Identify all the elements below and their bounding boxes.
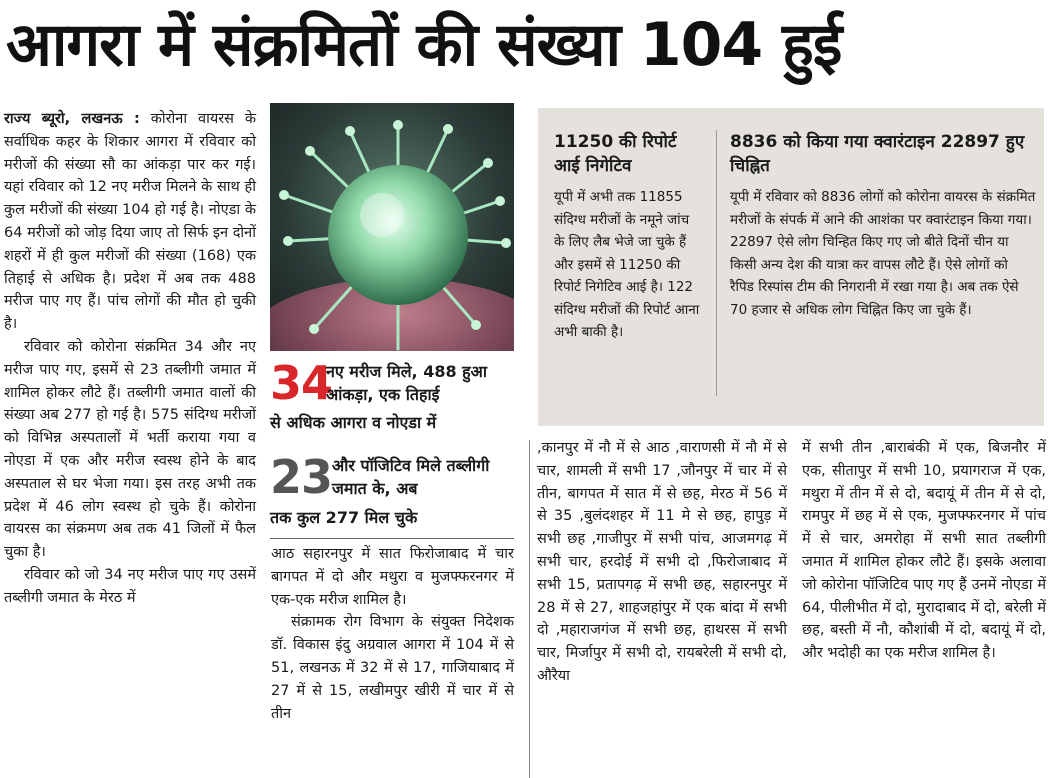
column-4-text: में सभी तीन ,बाराबंकी में एक, बिजनौर में एक, सीतापुर में सभी 10, प्रयागराज में एक, मथुरा में तीन में से दो, बदायूं में तीन में से दो, रामपुर में छह में से एक, मुजफ्फरनगर में पांच में से चार, अमरोहा में सभी सात तब्लीगी जमात में शामिल होकर लौटे हैं। इसके अलावा जो कोरोना पॉजिटिव पाए गए हैं उनमें नोएडा में 64, पीलीभीत में दो, मुरादाबाद में दो, बरेली में छह, बस्ती में नौ, कौशांबी में दो, बदायूं में दो, और भदोही का एक मरीज शामिल है।: [802, 440, 1046, 662]
info-box-right-text: यूपी में रविवार को 8836 लोगों को कोरोना वायरस के संक्रमित मरीजों के संपर्क में आने की आशंका पर क्वारंटाइन किया गया। 22897 ऐसे लोग चिन्हित किए गए जो बीते दिनों चीन या किसी अन्य देश की यात्रा कर वापस लौटे हैं। ऐसे लोगों को रैपिड रिस्पांस टीम की निगरानी में रखा गया है। अब तक ऐसे 70 हजार से अधिक लोग चिह्नित किए जा चुके हैं।: [730, 189, 1036, 318]
coronavirus-photo: [270, 103, 514, 351]
column-divider-horizontal: [270, 538, 514, 539]
subheading-2-line1: और पॉजिटिव मिले तब्लीगी जमात के, अब: [332, 456, 490, 498]
column-2-paragraph-1: आठ सहारनपुर में सात फिरोजाबाद में चार बागपत में दो और मथुरा व मुजफ्फरनगर में एक-एक मरीज शामिल है।: [271, 546, 514, 608]
paragraph-1: [4, 108, 256, 336]
paragraph-1-text: कोरोना वायरस के सर्वाधिक कहर के शिकार आगरा में रविवार को मरीजों की संख्या सौ का आंकड़ा पार कर गई। यहां रविवार को 12 नए मरीज मिलने के साथ ही कुल मरीजों की संख्या 104 हो गई है। नोएडा के 64 मरीजों को जोड़ दिया जाए तो सिर्फ इन दोनों शहरों में ही कुल मरीजों की संख्या (168) एक तिहाई से अधिक है। प्रदेश में अब तक 488 मरीज पाए गए हैं। पांच लोगों की मौत हो चुकी है।: [4, 111, 257, 333]
info-box: [538, 108, 1044, 426]
subheading-2: [270, 450, 514, 540]
info-box-left: [554, 130, 702, 344]
info-box-right-heading: 8836 को किया गया क्वारंटाइन 22897 हुए चिह्नित: [730, 132, 1025, 176]
article-column-2: [271, 543, 514, 725]
column-3-text: ,कानपुर में नौ में से आठ ,वाराणसी में नौ में से चार, शामली में सभी 17 ,जौनपुर में चार में से तीन, बागपत में सात में से छह, मेरठ में 56 में से 35 ,बुलंदशहर में 11 मे से छह, हापुड़ में सभी छह ,गाजीपुर में सभी पांच, आजमगढ़ में सभी चार, हरदोई में सभी दो ,फिरोजाबाद में सभी 15, प्रतापगढ़ में सभी छह, सहारनपुर में 28 में से 27, शाहजहांपुर में एक बांदा में सभी दो ,महाराजगंज में सभी छह, हाथरस में सभी चार, मिर्जापुर में सभी दो, रायबरेली में सभी दो, औरैया: [537, 440, 787, 684]
subheading-1-line2: से अधिक आगरा व नोएडा में: [270, 413, 437, 432]
subheading-1-line1: नए मरीज मिले, 488 हुआ आंकड़ा, एक तिहाई: [326, 362, 488, 404]
info-box-divider: [716, 130, 717, 396]
info-box-left-heading: 11250 की रिपोर्ट आई निगेटिव: [554, 132, 677, 176]
subheading-2-line2: तक कुल 277 मिल चुके: [270, 508, 418, 527]
info-box-left-text: यूपी में अभी तक 11855 संदिग्ध मरीजों के नमूने जांच के लिए लैब भेजे जा चुके हैं और इसमें से 11250 की रिपोर्ट निगेटिव आई है। 122 संदिग्ध मरीजों की रिपोर्ट आना अभी बाकी है।: [554, 189, 700, 340]
paragraph-3: रविवार को जो 34 नए मरीज पाए गए उसमें तब्लीगी जमात के मेरठ में: [4, 566, 256, 606]
article-column-1: [4, 108, 256, 610]
info-box-right: [730, 130, 1036, 321]
column-2-paragraph-2: संक्रामक रोग विभाग के संयुक्त निदेशक डॉ. विकास इंदु अग्रवाल आगरा में 104 में से 51, लखनऊ में 32 में से 17, गाजियाबाद में 27 में से 15, लखीमपुर खीरी में चार में से तीन: [271, 614, 514, 722]
subheading-1: [270, 356, 514, 436]
virus-illustration: [270, 103, 514, 351]
subheading-1-number: 34: [270, 356, 333, 410]
byline: राज्य ब्यूरो, लखनऊ :: [4, 111, 140, 127]
article-column-3: [537, 437, 787, 688]
article-column-4: [802, 437, 1046, 665]
column-divider-vertical: [529, 440, 530, 778]
headline: आगरा में संक्रमितों की संख्या 104 हुई: [6, 10, 842, 80]
subheading-2-number: 23: [270, 450, 333, 504]
paragraph-2: रविवार को कोरोना संक्रमित 34 और नए मरीज पाए गए, इसमें से 23 तब्लीगी जमात में शामिल होकर लौटे हैं। तब्लीगी जमात वालों की संख्या अब 277 हो गई है। 575 संदिग्ध मरीजों को विभिन्न अस्पतालों में भर्ती कराया गया व नोएडा में एक और मरीज स्वस्थ होने के बाद अस्पताल से घर भेजा गया। इस तरह अभी तक प्रदेश में 46 लोग स्वस्थ हो चुके हैं। कोरोना वायरस का संक्रमण अब तक 41 जिलों में फैल चुका है।: [4, 338, 256, 561]
